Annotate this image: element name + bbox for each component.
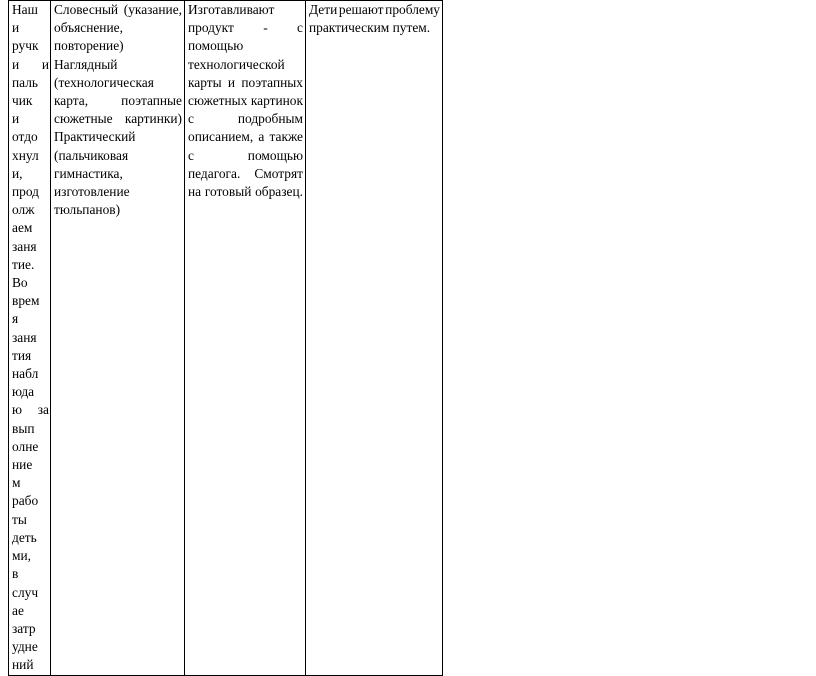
- text-line: и: [12, 20, 20, 36]
- word: поэтапные: [121, 93, 182, 109]
- word: за: [37, 402, 49, 418]
- text-line: олне: [12, 438, 39, 454]
- text-line: [188, 74, 303, 92]
- methods-text: [54, 1, 182, 219]
- word: и: [41, 56, 49, 72]
- text-line: Практический: [54, 129, 136, 145]
- text-line: отдо: [12, 129, 38, 145]
- text-line: я: [12, 311, 19, 327]
- text-line: случ: [12, 584, 39, 600]
- word: на: [188, 184, 202, 200]
- table-row: [9, 1, 443, 676]
- text-line: [188, 183, 303, 201]
- text-line: [309, 1, 440, 19]
- text-line: вып: [12, 420, 35, 436]
- text-line: [54, 92, 182, 110]
- text-line: изготовление: [54, 184, 130, 200]
- text-line: ручк: [12, 38, 39, 54]
- word: ю: [12, 402, 23, 418]
- text-line: аем: [12, 220, 33, 236]
- word: помощью: [247, 147, 303, 163]
- word: продукт: [188, 20, 234, 36]
- word: картинки): [124, 111, 182, 127]
- text-line: олж: [12, 202, 35, 218]
- word: (указание,: [123, 2, 182, 17]
- text-line: объяснение,: [54, 20, 123, 36]
- text-line: юда: [12, 384, 35, 400]
- text-line: хнул: [12, 147, 39, 163]
- text-line: тюльпанов): [54, 202, 121, 218]
- text-line: Наш: [12, 2, 38, 17]
- word: с: [297, 20, 303, 36]
- children-activity-cell: [185, 1, 306, 676]
- text-line: ний: [12, 657, 34, 673]
- text-line: [188, 147, 303, 165]
- result-text: [309, 1, 440, 37]
- text-line: повторение): [54, 38, 124, 54]
- text-line: заня: [12, 329, 37, 345]
- text-line: [188, 110, 303, 128]
- text-line: Изготавливают: [188, 2, 275, 17]
- text-line: практическим путем.: [309, 20, 431, 36]
- text-line: [54, 110, 182, 128]
- word: с: [188, 147, 194, 163]
- text-line: затр: [12, 620, 36, 636]
- word: -: [263, 20, 268, 36]
- word: Словесный: [54, 2, 119, 17]
- word: Дети: [309, 2, 338, 17]
- word: сюжетные: [54, 111, 113, 127]
- text-line: ние: [12, 457, 33, 473]
- methods-cell: [51, 1, 185, 676]
- text-line: [188, 165, 303, 183]
- text-line: набл: [12, 366, 39, 382]
- word: решают: [338, 2, 384, 17]
- word: описанием,: [188, 129, 254, 145]
- word: также: [269, 129, 303, 145]
- text-line: м: [12, 475, 21, 491]
- text-line: деть: [12, 529, 37, 545]
- word: проблему: [385, 2, 440, 17]
- text-line: ми,: [12, 548, 31, 564]
- text-line: и: [12, 111, 20, 127]
- word: педагога.: [188, 165, 241, 181]
- text-line: в: [12, 566, 19, 582]
- stage-cell: [9, 1, 51, 676]
- text-line: Наглядный: [54, 56, 118, 72]
- word: и: [227, 74, 236, 90]
- text-line: Во: [12, 275, 28, 291]
- result-cell: [306, 1, 443, 676]
- text-line: [188, 19, 303, 37]
- stage-text: [12, 1, 49, 675]
- lesson-table: [8, 0, 443, 676]
- word: карты: [188, 74, 222, 90]
- text-line: (технологическая: [54, 74, 154, 90]
- text-line: [54, 1, 182, 19]
- word: поэтапных: [241, 74, 303, 90]
- text-line: рабо: [12, 493, 39, 509]
- word: готовый: [204, 184, 252, 200]
- text-line: [188, 128, 303, 146]
- text-line: чик: [12, 93, 33, 109]
- text-line: технологической: [188, 56, 285, 72]
- text-line: [12, 401, 49, 419]
- text-line: тие.: [12, 256, 35, 272]
- text-line: гимнастика,: [54, 165, 123, 181]
- word: с: [188, 111, 194, 127]
- word: подробным: [237, 111, 303, 127]
- word: и: [12, 56, 20, 72]
- text-line: (пальчиковая: [54, 147, 129, 163]
- text-line: и,: [12, 165, 23, 181]
- text-line: прод: [12, 184, 39, 200]
- word: сюжетных: [188, 93, 248, 109]
- word: а: [258, 129, 265, 145]
- text-line: врем: [12, 293, 40, 309]
- word: карта,: [54, 93, 89, 109]
- text-line: тия: [12, 347, 32, 363]
- text-line: ты: [12, 511, 27, 527]
- children-activity-text: [188, 1, 303, 201]
- text-line: помощью: [188, 38, 244, 54]
- word: картинок: [250, 93, 303, 109]
- word: образец.: [255, 184, 303, 200]
- text-line: паль: [12, 74, 39, 90]
- text-line: [12, 56, 49, 74]
- text-line: заня: [12, 238, 37, 254]
- text-line: удне: [12, 639, 38, 655]
- word: Смотрят: [254, 165, 303, 181]
- text-line: [188, 92, 303, 110]
- text-line: ае: [12, 602, 24, 618]
